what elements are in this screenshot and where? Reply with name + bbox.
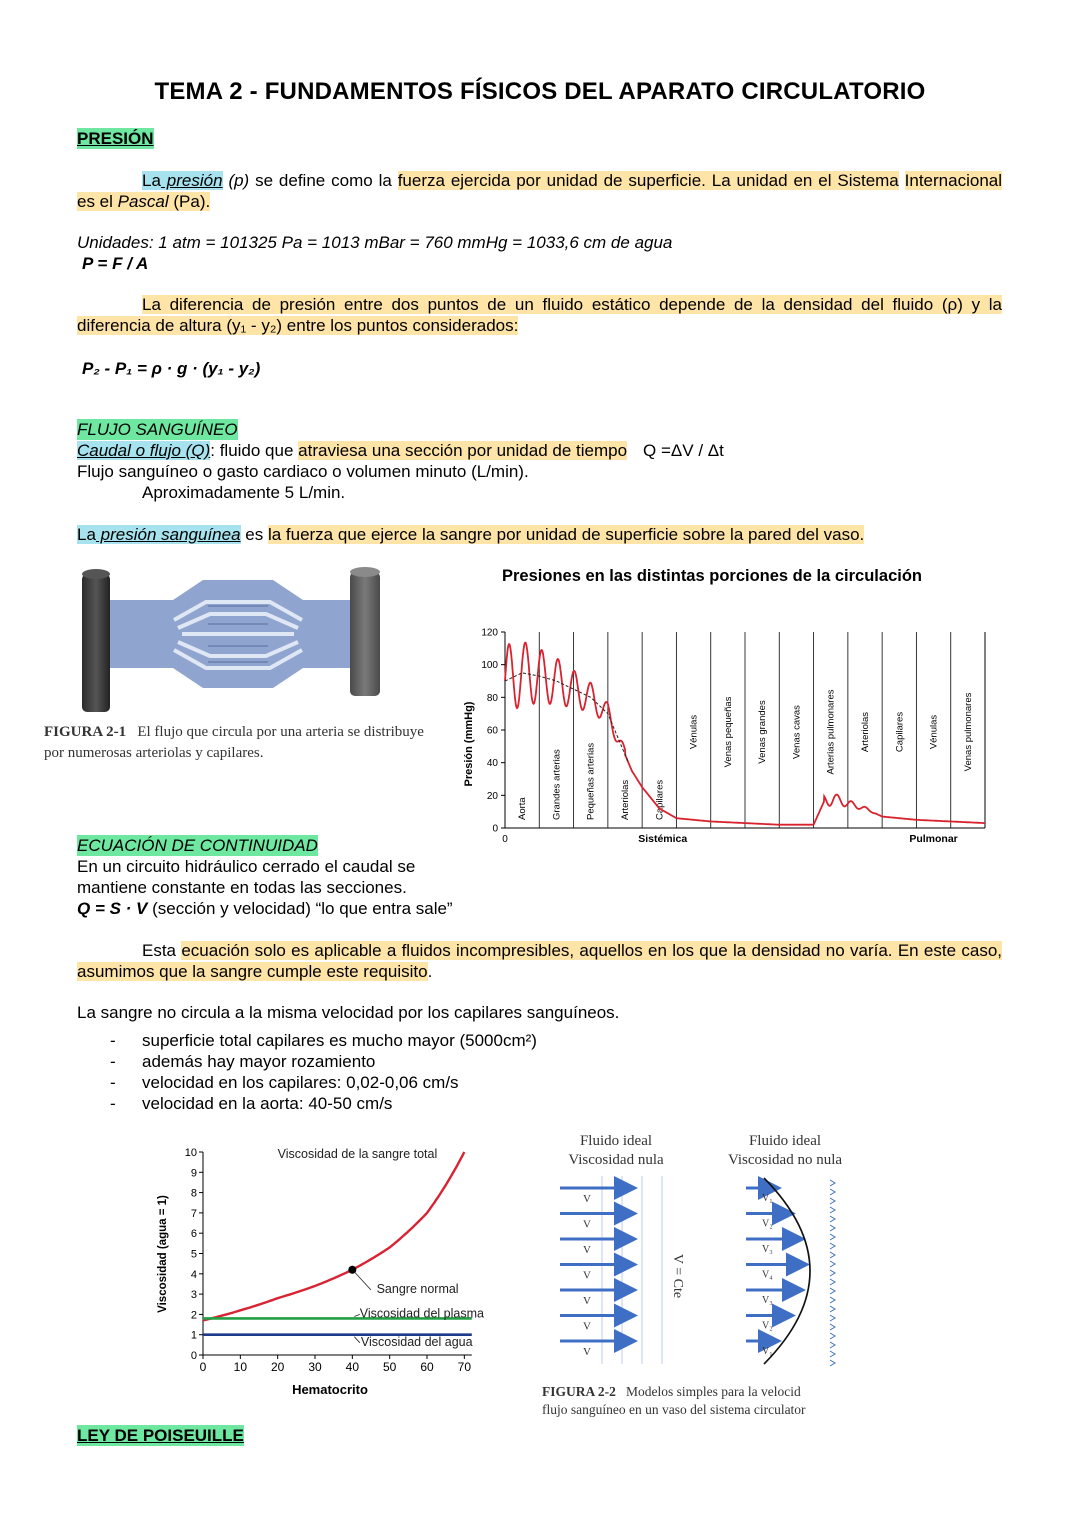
formula-diferencia-presion: P₂ - P₁ = ρ · g · (y₁ - y₂) bbox=[82, 359, 261, 378]
presion-sanguinea-line: La presión sanguínea es la fuerza que ejerce la sangre por unidad de superficie sobre la pared del vaso. bbox=[77, 525, 865, 544]
list-item: - velocidad en la aorta: 40-50 cm/s bbox=[77, 1093, 777, 1114]
wall-shear-mark bbox=[830, 1324, 835, 1330]
x-origin-label: 0 bbox=[502, 834, 508, 845]
x-tick-label: 10 bbox=[233, 1360, 248, 1374]
y-tick-label: 8 bbox=[190, 1187, 197, 1200]
y-axis-label: Viscosidad (agua = 1) bbox=[157, 1195, 169, 1313]
artery-branching-illustration bbox=[78, 566, 388, 714]
leader-line bbox=[354, 1272, 371, 1290]
y-tick-label: 0 bbox=[492, 823, 498, 835]
continuidad-line2: mantiene constante en todas las secciones. bbox=[77, 878, 407, 897]
label-plasma: Viscosidad del plasma bbox=[359, 1306, 484, 1321]
wall-shear-mark bbox=[830, 1288, 835, 1294]
paragraph-diferencia-presion: La diferencia de presión entre dos puntos de un fluido estático depende de la densidad del fluido (ρ) y la diferencia de altura (y₁ - y₂) entre los puntos considerados: bbox=[77, 295, 1002, 335]
figure-2-1-caption: FIGURA 2-1 El flujo que circula por una arteria se distribuye por numerosas arteriolas y capilares. bbox=[44, 724, 424, 761]
x-tick-label: 50 bbox=[382, 1360, 397, 1374]
wall-shear-mark bbox=[830, 1333, 835, 1339]
y-tick-label: 9 bbox=[190, 1167, 197, 1180]
velocity-label: V bbox=[583, 1346, 591, 1358]
series-line-pulmonar bbox=[814, 795, 985, 825]
y-tick-label: 100 bbox=[481, 660, 498, 672]
x-tick-label: 60 bbox=[420, 1360, 434, 1374]
wall-shear-mark bbox=[830, 1306, 835, 1312]
wall-shear-mark bbox=[830, 1180, 835, 1186]
velocity-label: V₄ bbox=[762, 1269, 773, 1281]
label-sangre-normal: Sangre normal bbox=[376, 1282, 459, 1297]
y-tick-label: 120 bbox=[481, 627, 498, 639]
wall-shear-mark bbox=[830, 1360, 835, 1366]
list-item: - además hay mayor rozamiento bbox=[77, 1051, 777, 1072]
wall-shear-mark bbox=[830, 1279, 835, 1285]
velocity-label: V bbox=[583, 1244, 591, 1256]
wall-shear-mark bbox=[830, 1297, 835, 1303]
wall-shear-mark bbox=[830, 1270, 835, 1276]
section-label: Aorta bbox=[517, 797, 529, 820]
section-label: Arteriolas bbox=[620, 779, 631, 820]
y-tick-label: 2 bbox=[190, 1309, 197, 1322]
velocity-label: V₂ bbox=[762, 1218, 773, 1230]
v-constant-label: V = Cte bbox=[670, 1253, 685, 1299]
y-tick-label: 6 bbox=[190, 1228, 197, 1241]
section-heading-presion: PRESIÓN bbox=[77, 129, 154, 148]
wall-shear-mark bbox=[830, 1207, 835, 1213]
velocity-label: V₁ bbox=[762, 1193, 773, 1204]
wall-shear-mark bbox=[830, 1243, 835, 1249]
x-tick-label: 40 bbox=[345, 1360, 360, 1374]
flujo-line2: Flujo sanguíneo o gasto cardiaco o volumen minuto (L/min). bbox=[77, 462, 529, 481]
velocity-label: V bbox=[583, 1295, 591, 1307]
wall-shear-mark bbox=[830, 1261, 835, 1267]
velocity-label: V₃ bbox=[762, 1244, 773, 1255]
flujo-line3: Aproximadamente 5 L/min. bbox=[142, 483, 346, 502]
fig22-right-title: Fluido ideal Viscosidad no nula bbox=[727, 1133, 843, 1168]
section-heading-flujo: FLUJO SANGUÍNEO bbox=[77, 420, 238, 439]
section-label: Grandes arterias bbox=[551, 749, 563, 820]
pressure-chart bbox=[455, 562, 1000, 858]
x-tick-label: 30 bbox=[308, 1360, 322, 1374]
section-label: Arteriolas bbox=[860, 711, 871, 753]
caudal-line: Caudal o flujo (Q): fluido que atraviesa una sección por unidad de tiempo Q =ΔV / Δt bbox=[77, 441, 724, 460]
units-line: Unidades: 1 atm = 101325 Pa = 1013 mBar = 760 mmHg = 1033,6 cm de agua bbox=[77, 233, 673, 252]
y-tick-label: 5 bbox=[190, 1248, 197, 1261]
x-tick-label: 20 bbox=[270, 1360, 285, 1374]
wall-shear-mark bbox=[830, 1315, 835, 1321]
velocity-label: V₁ bbox=[762, 1346, 773, 1357]
wall-shear-mark bbox=[830, 1351, 835, 1357]
x-axis-label: Hematocrito bbox=[292, 1382, 368, 1397]
section-label: Vénulas bbox=[688, 714, 700, 750]
flow-models-diagram bbox=[558, 1176, 848, 1376]
group-label-sistemica: Sistémica bbox=[638, 833, 688, 845]
continuidad-line1: En un circuito hidráulico cerrado el caudal se bbox=[77, 857, 416, 876]
list-item: - superficie total capilares es mucho mayor (5000cm²) bbox=[77, 1030, 777, 1051]
velocity-label: V bbox=[583, 1320, 591, 1333]
velocity-label: V bbox=[583, 1218, 591, 1231]
section-label: Venas cavas bbox=[791, 705, 803, 759]
section-label: Pequeñas arterias bbox=[585, 742, 597, 820]
group-label-pulmonar: Pulmonar bbox=[909, 833, 958, 845]
x-tick-label: 0 bbox=[199, 1360, 207, 1374]
leader-line bbox=[354, 1337, 359, 1343]
velocity-label: V₂ bbox=[762, 1320, 773, 1332]
section-label: Venas pequeñas bbox=[722, 696, 734, 768]
velocidad-list bbox=[77, 1030, 777, 1114]
viscosity-chart bbox=[150, 1136, 500, 1406]
velocity-label: V bbox=[583, 1269, 591, 1282]
y-tick-label: 0 bbox=[190, 1350, 197, 1362]
y-tick-label: 20 bbox=[486, 790, 498, 802]
section-label: Venas grandes bbox=[757, 700, 769, 764]
y-tick-label: 4 bbox=[190, 1268, 197, 1281]
section-label: Vénulas bbox=[928, 714, 940, 750]
y-tick-label: 3 bbox=[190, 1289, 197, 1302]
page-title: TEMA 2 - FUNDAMENTOS FÍSICOS DEL APARATO CIRCULATORIO bbox=[154, 78, 926, 105]
wall-shear-mark bbox=[830, 1342, 835, 1348]
wall-shear-mark bbox=[830, 1189, 835, 1195]
label-agua: Viscosidad del agua bbox=[360, 1334, 473, 1349]
y-tick-label: 1 bbox=[190, 1329, 197, 1342]
velocity-label: V₃ bbox=[762, 1295, 773, 1306]
section-label: Venas pulmonares bbox=[962, 692, 974, 772]
figure-2-2-caption: FIGURA 2-2 Modelos simples para la velocid flujo sanguíneo en un vaso del sistema circulator bbox=[542, 1384, 806, 1417]
section-label: Capilares bbox=[654, 779, 666, 820]
wall-shear-mark bbox=[830, 1252, 835, 1258]
wall-shear-mark bbox=[830, 1225, 835, 1231]
section-label: Arterias pulmonares bbox=[825, 689, 837, 775]
velocidad-intro: La sangre no circula a la misma velocidad por los capilares sanguíneos. bbox=[77, 1003, 620, 1022]
chart-title: Presiones en las distintas porciones de la circulación bbox=[502, 567, 922, 585]
paragraph-incompresibles: Esta ecuación solo es aplicable a fluidos incompresibles, aquellos en los que la densidad no varía. En este caso, asumimos que la sangre cumple este requisito. bbox=[77, 941, 1002, 981]
label-sangre-total: Viscosidad de la sangre total bbox=[277, 1147, 438, 1162]
y-tick-label: 7 bbox=[190, 1207, 197, 1220]
y-tick-label: 60 bbox=[486, 725, 498, 737]
y-tick-label: 10 bbox=[184, 1147, 197, 1159]
velocity-label: V bbox=[583, 1193, 591, 1205]
wall-shear-mark bbox=[830, 1234, 835, 1240]
y-axis-label: Presión (mmHg) bbox=[463, 701, 475, 787]
section-heading-continuidad: ECUACIÓN DE CONTINUIDAD bbox=[77, 836, 318, 855]
mean-pressure-line bbox=[505, 673, 628, 763]
list-item: - velocidad en los capilares: 0,02-0,06 cm/s bbox=[77, 1072, 777, 1093]
formula-presion: P = F / A bbox=[82, 254, 149, 273]
wall-shear-mark bbox=[830, 1198, 835, 1204]
wall-shear-mark bbox=[830, 1216, 835, 1222]
x-tick-label: 70 bbox=[457, 1360, 472, 1374]
continuidad-equation: Q = S · V (sección y velocidad) “lo que entra sale” bbox=[77, 899, 453, 918]
y-tick-label: 40 bbox=[486, 758, 498, 770]
fig22-left-title: Fluido ideal Viscosidad nula bbox=[568, 1133, 664, 1168]
paragraph-presion-definicion: La presión (p) se define como la fuerza ejercida por unidad de superficie. La unidad en el Sistema Internacional es el Pascal (Pa). bbox=[77, 171, 1002, 211]
section-heading-poiseuille: LEY DE POISEUILLE bbox=[77, 1426, 244, 1445]
y-tick-label: 80 bbox=[486, 692, 498, 704]
section-label: Capilares bbox=[894, 711, 906, 753]
